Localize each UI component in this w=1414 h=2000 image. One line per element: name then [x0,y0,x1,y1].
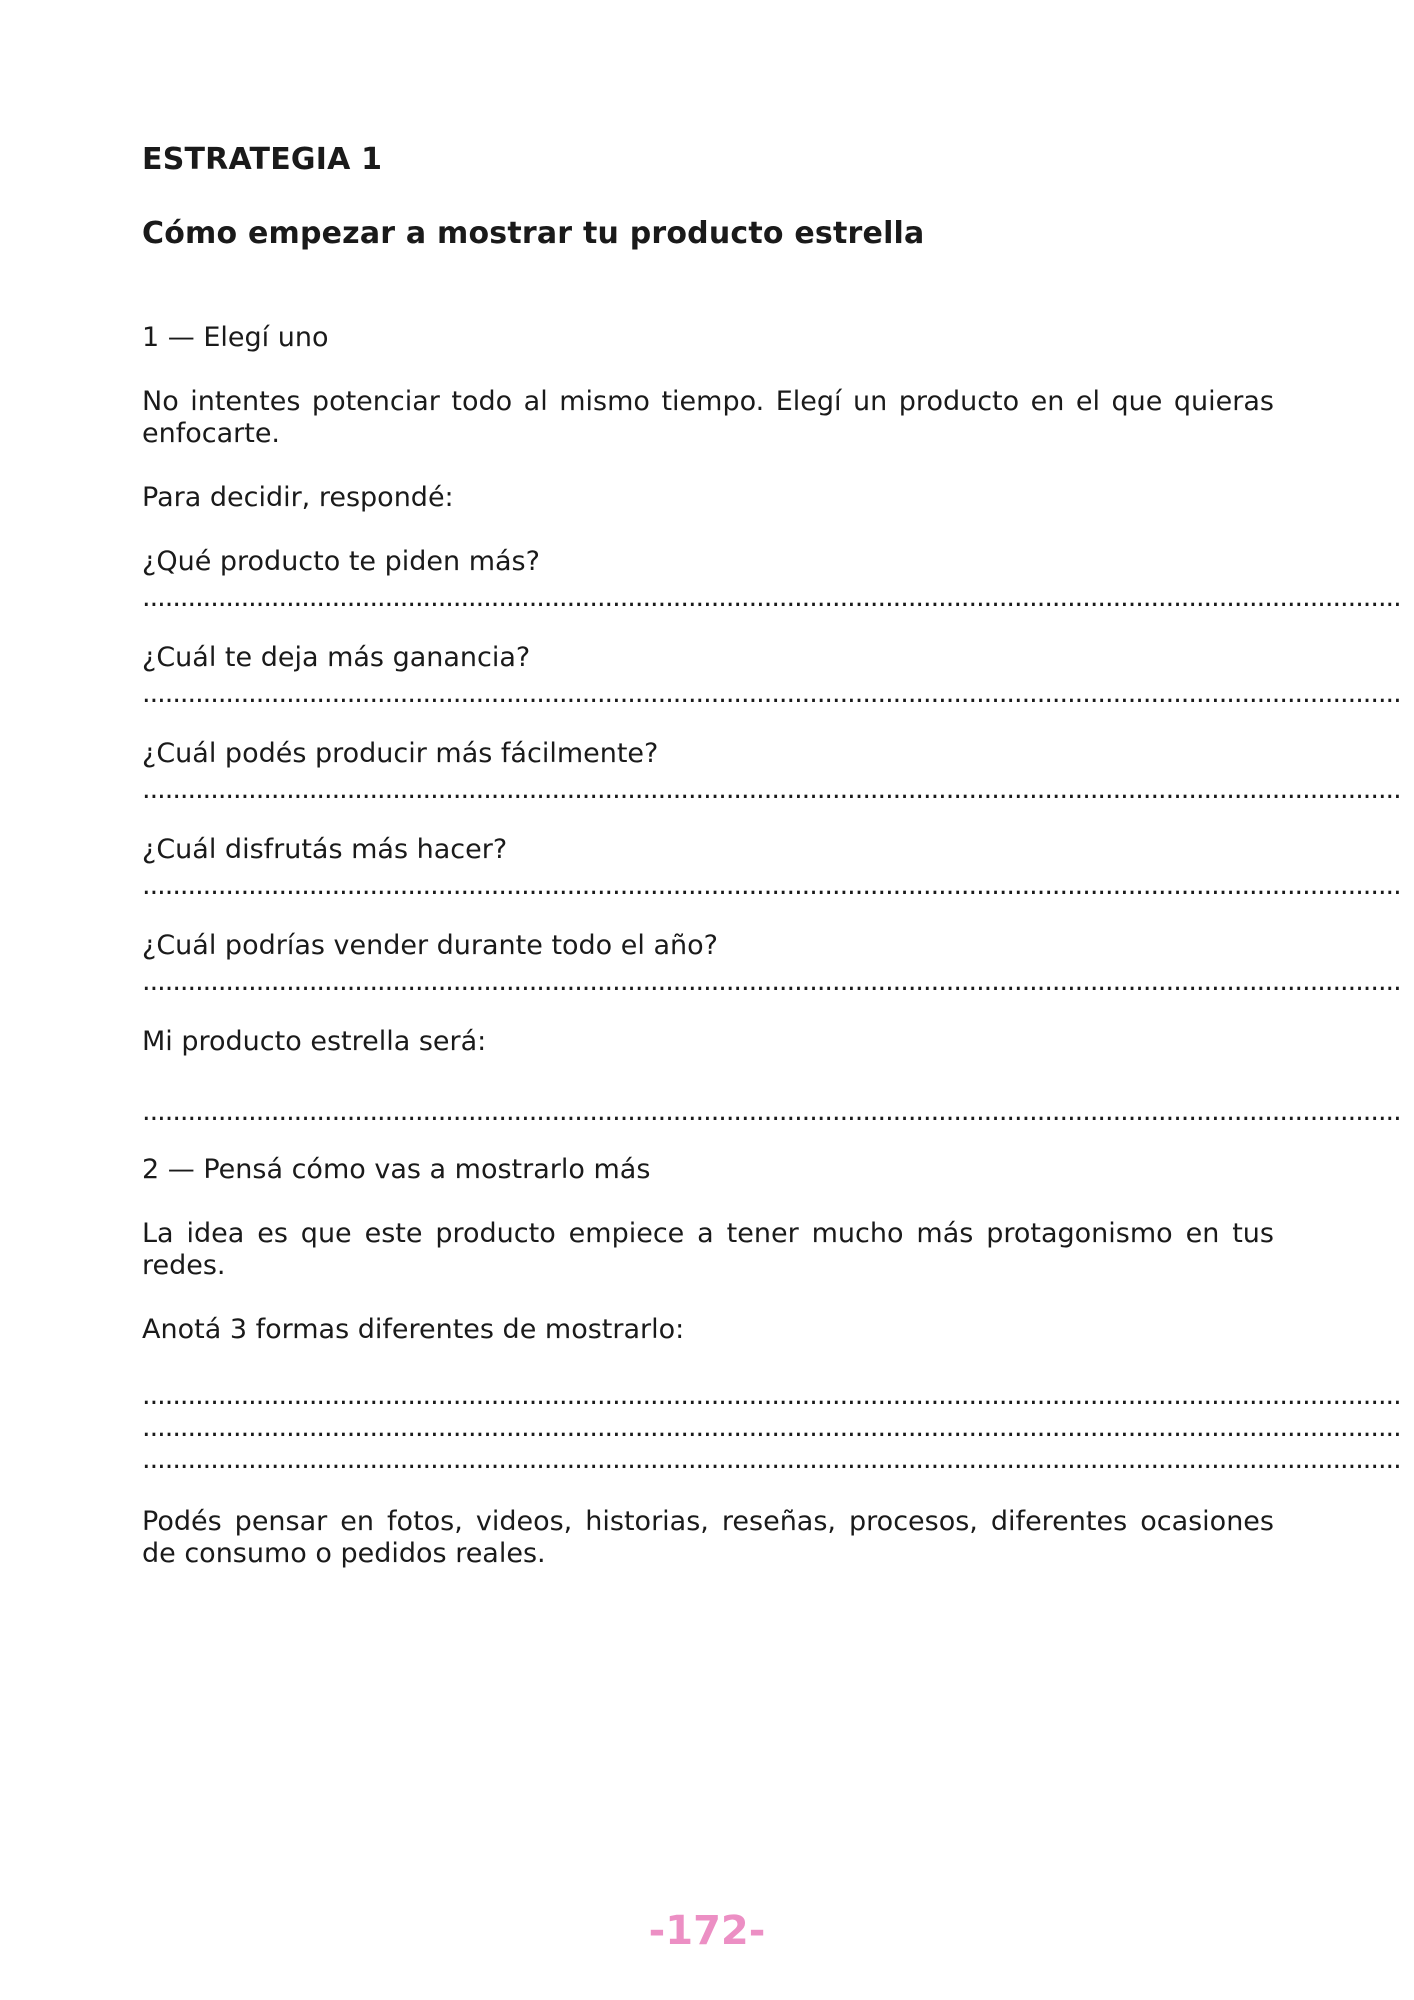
step1-intro: No intentes potenciar todo al mismo tiempo. Elegí un producto en el que quieras enfocarte. [142,386,1274,449]
answer-line-2[interactable]: ...................................................................................................................................................................... [142,678,1401,709]
answer-line-4[interactable]: ...................................................................................................................................................................... [142,870,1401,901]
question-3: ¿Cuál podés producir más fácilmente? [142,738,659,769]
star-product-line[interactable]: ...................................................................................................................................................................... [142,1096,1401,1127]
idea-line-3[interactable]: ...................................................................................................................................................................... [142,1444,1401,1475]
question-4: ¿Cuál disfrutás más hacer? [142,834,508,865]
strategy-label: ESTRATEGIA 1 [142,142,383,177]
answer-line-5[interactable]: ...................................................................................................................................................................... [142,966,1401,997]
answer-line-1[interactable]: ...................................................................................................................................................................... [142,582,1401,613]
step1-prompt: Para decidir, respondé: [142,482,454,513]
question-1: ¿Qué producto te piden más? [142,546,540,577]
idea-line-2[interactable]: ...................................................................................................................................................................... [142,1412,1401,1443]
step2-heading: 2 — Pensá cómo vas a mostrarlo más [142,1154,651,1185]
idea-line-1[interactable]: ...................................................................................................................................................................... [142,1380,1401,1411]
step2-hint: Podés pensar en fotos, videos, historias, reseñas, procesos, diferentes ocasiones de consumo o pedidos reales. [142,1506,1274,1569]
step2-prompt: Anotá 3 formas diferentes de mostrarlo: [142,1314,685,1345]
step2-intro: La idea es que este producto empiece a tener mucho más protagonismo en tus redes. [142,1218,1274,1281]
star-product-label: Mi producto estrella será: [142,1026,487,1057]
document-page [142,0,1401,2000]
page-number: -172- [648,1908,766,1954]
step1-heading: 1 — Elegí uno [142,322,329,353]
question-5: ¿Cuál podrías vender durante todo el año? [142,930,718,961]
answer-line-3[interactable]: ...................................................................................................................................................................... [142,774,1401,805]
page-title: Cómo empezar a mostrar tu producto estrella [142,216,925,251]
question-2: ¿Cuál te deja más ganancia? [142,642,531,673]
